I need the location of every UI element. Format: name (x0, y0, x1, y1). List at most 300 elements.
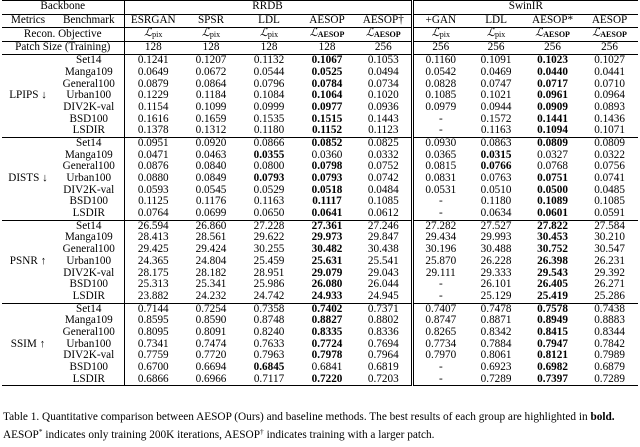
swinir-header: SwinIR (412, 1, 638, 15)
value-cell: 0.7144 (137, 303, 169, 315)
value-cell: 0.8595 (137, 315, 169, 327)
value-cell: 25.313 (137, 279, 169, 291)
value-cell: 0.0951 (137, 137, 169, 149)
value-cell: 28.561 (195, 232, 227, 244)
caption-sup-star: * (38, 426, 43, 436)
value-cell: 0.0809 (594, 137, 625, 149)
value-cell: 27.822 (537, 220, 568, 232)
value-cell: 25.419 (524, 291, 581, 303)
value-cell: 0.7759 (137, 350, 169, 362)
value-cell: 26.594 (137, 220, 169, 232)
benchmark-name: General100 (54, 244, 124, 256)
value-cell: 23.882 (124, 291, 182, 303)
caption-sup-dagger: † (260, 426, 264, 436)
value-cell: 28.175 (137, 267, 169, 279)
value-cell: 0.7947 (537, 338, 568, 350)
value-cell: 0.7220 (298, 374, 356, 386)
value-cell: 0.7117 (240, 374, 298, 386)
value-cell: 0.0909 (537, 101, 568, 113)
value-cell: 0.1229 (137, 90, 169, 102)
table-row (2, 244, 638, 256)
value-cell: 0.1535 (253, 113, 285, 125)
value-cell: 0.0672 (195, 66, 227, 78)
benchmark-name: Manga109 (54, 232, 124, 244)
table-row (2, 114, 638, 126)
value-cell: - (438, 361, 443, 374)
value-cell: 0.0500 (537, 184, 568, 196)
value-cell: 26.101 (480, 279, 512, 291)
benchmark-name: Urban100 (54, 339, 124, 351)
caption-text-c: indicates training with a larger patch. (263, 428, 435, 441)
value-cell: 27.246 (356, 220, 412, 232)
benchmark-name: BSD100 (54, 362, 124, 374)
value-cell: - (412, 208, 468, 220)
value-cell: 30.752 (537, 244, 568, 256)
objective-symbol: ℒ (535, 27, 544, 39)
value-cell: 0.7407 (425, 303, 457, 315)
value-cell: 27.282 (425, 220, 457, 232)
value-cell: 0.1085 (356, 196, 412, 208)
value-cell: 0.6819 (356, 362, 412, 374)
value-cell: 0.1071 (581, 125, 638, 137)
value-cell: 0.0893 (594, 101, 625, 113)
table-row (2, 327, 638, 339)
value-cell: 0.6841 (311, 361, 343, 374)
patch-size-cell: 128 (240, 41, 298, 55)
table-row (2, 339, 638, 351)
metric-label: PSNR ↑ (2, 220, 54, 303)
value-cell: 0.7720 (195, 350, 227, 362)
value-cell: 0.1163 (468, 125, 524, 137)
value-cell: 26.405 (537, 279, 568, 291)
value-cell: 0.0360 (311, 149, 343, 161)
value-cell: 0.0365 (425, 149, 457, 161)
value-cell: 0.7254 (195, 303, 227, 315)
objective-subscript: pix (494, 30, 506, 39)
benchmark-name: DIV2K-val (54, 102, 124, 114)
objective-subscript: pix (267, 30, 279, 39)
value-cell: 0.1180 (480, 196, 512, 208)
value-cell: 0.7978 (311, 350, 343, 362)
value-cell: 25.286 (581, 291, 638, 303)
value-cell: 0.1436 (594, 113, 625, 125)
value-cell: 0.0977 (311, 101, 343, 113)
value-cell: 0.6879 (594, 361, 625, 374)
value-cell: 0.8802 (356, 315, 412, 327)
value-cell: 0.0852 (311, 137, 343, 149)
value-cell: 0.1176 (195, 196, 227, 208)
table-row (2, 374, 638, 386)
value-cell: 0.7578 (537, 303, 568, 315)
table-row (2, 185, 638, 197)
value-cell: 0.0793 (253, 172, 285, 185)
value-cell: 0.7474 (195, 338, 227, 350)
method-header: LDL (468, 14, 524, 28)
value-cell: 0.8949 (537, 315, 568, 327)
value-cell: 26.044 (356, 279, 412, 291)
value-cell: 0.6694 (195, 361, 227, 374)
method-header: AESOP (581, 14, 638, 28)
value-cell: 25.986 (253, 279, 285, 291)
benchmark-name: LSDIR (54, 291, 124, 303)
value-cell: 24.804 (195, 255, 227, 267)
value-cell: 30.196 (425, 244, 457, 256)
table-row (2, 303, 638, 315)
objective-symbol: ℒ (201, 27, 210, 39)
table-row (2, 67, 638, 79)
value-cell: 0.7397 (524, 374, 581, 386)
value-cell: 30.547 (594, 244, 625, 256)
value-cell: 0.7633 (253, 338, 285, 350)
value-cell: 0.1378 (124, 125, 182, 137)
table-caption (3, 411, 637, 442)
table-row (2, 55, 638, 67)
value-cell: 0.0793 (311, 172, 343, 185)
value-cell: 0.0809 (537, 137, 568, 149)
patch-size-cell: 256 (468, 41, 524, 55)
value-cell: 0.0471 (137, 149, 169, 161)
method-header: AESOP* (524, 14, 581, 28)
objective-symbol: ℒ (259, 27, 268, 39)
benchmark-name: General100 (54, 161, 124, 173)
value-cell: 0.1152 (298, 125, 356, 137)
value-cell: 0.0734 (356, 78, 412, 90)
value-cell: 29.434 (425, 232, 457, 244)
value-cell: 0.8415 (537, 326, 568, 338)
benchmark-name: Set14 (54, 55, 124, 67)
value-cell: 24.742 (240, 291, 298, 303)
value-cell: 0.1091 (480, 54, 512, 67)
value-cell: 0.1123 (356, 125, 412, 137)
value-cell: 27.228 (253, 220, 285, 232)
benchmark-name: General100 (54, 78, 124, 90)
benchmark-name: Set14 (54, 303, 124, 315)
value-cell: 25.541 (356, 256, 412, 268)
metrics-label: Metrics (2, 14, 54, 28)
value-cell: 0.0322 (594, 149, 625, 161)
value-cell: 0.8827 (311, 315, 343, 327)
value-cell: 28.951 (253, 267, 285, 279)
value-cell: 0.0545 (195, 184, 227, 196)
value-cell: 0.0591 (581, 208, 638, 220)
objective-cell (240, 28, 298, 42)
value-cell: 0.0542 (425, 66, 457, 78)
value-cell: 0.8871 (480, 315, 512, 327)
table-row (2, 150, 638, 162)
method-header: AESOP (298, 14, 356, 28)
benchmark-name: LSDIR (54, 208, 124, 220)
method-header: LDL (240, 14, 298, 28)
value-cell: 0.8121 (537, 350, 568, 362)
value-cell: 0.1659 (195, 113, 227, 125)
table-row (2, 102, 638, 114)
value-cell: 0.1441 (537, 113, 568, 125)
value-cell: 0.0518 (311, 184, 343, 196)
benchmark-name: Manga109 (54, 315, 124, 327)
value-cell: 25.341 (195, 279, 227, 291)
value-cell: 0.1515 (311, 113, 343, 125)
table-row (2, 220, 638, 232)
objective-symbol: ℒ (431, 27, 440, 39)
value-cell: 27.361 (311, 220, 343, 232)
objective-symbol: ℒ (486, 27, 495, 39)
value-cell: 25.631 (311, 255, 343, 267)
value-cell: 0.7884 (480, 338, 512, 350)
value-cell: 0.1020 (356, 90, 412, 102)
value-cell: 0.0920 (195, 137, 227, 149)
value-cell: 0.0863 (480, 137, 512, 149)
value-cell: 0.1160 (425, 54, 456, 67)
value-cell: 0.0798 (311, 161, 343, 173)
value-cell: 0.1241 (137, 54, 169, 67)
value-cell: 0.1572 (480, 113, 512, 125)
value-cell: 0.7438 (594, 303, 625, 315)
value-cell: 0.1021 (480, 90, 512, 102)
value-cell: 26.231 (594, 255, 625, 267)
caption-aesop-a: AESOP (3, 428, 39, 441)
value-cell: 0.0768 (537, 161, 568, 173)
value-cell: 25.129 (468, 291, 524, 303)
value-cell: 0.0742 (356, 173, 412, 185)
value-cell: 0.0879 (137, 78, 169, 90)
value-cell: 0.0800 (253, 161, 285, 173)
value-cell: 0.0525 (311, 66, 343, 78)
benchmark-name: DIV2K-val (54, 267, 124, 279)
value-cell: 26.080 (311, 279, 343, 291)
value-cell: 27.527 (480, 220, 512, 232)
value-cell: 0.8747 (425, 315, 457, 327)
objective-subscript: pix (209, 30, 221, 39)
value-cell: 0.0784 (311, 78, 343, 90)
value-cell: 0.0463 (195, 149, 227, 161)
method-header: AESOP† (356, 14, 412, 28)
value-cell: - (438, 113, 443, 125)
value-cell: 0.0944 (480, 101, 512, 113)
objective-symbol: ℒ (365, 27, 374, 39)
value-cell: 0.0332 (356, 150, 412, 162)
table-row (2, 362, 638, 374)
value-cell: 25.870 (425, 255, 457, 267)
objective-cell (356, 28, 412, 42)
objective-subscript: AESOP (543, 30, 570, 39)
objective-cell (182, 28, 240, 42)
patch-size-cell: 256 (356, 41, 412, 55)
value-cell: 25.459 (253, 255, 285, 267)
value-cell: 0.8590 (195, 315, 227, 327)
table-row (2, 256, 638, 268)
objective-cell (298, 28, 356, 42)
value-cell: 0.0876 (137, 161, 169, 173)
results-table (2, 0, 638, 386)
value-cell: 28.413 (137, 232, 169, 244)
table-row (2, 125, 638, 137)
objective-subscript: pix (152, 30, 163, 39)
benchmark-name: BSD100 (54, 279, 124, 291)
patch-size-cell: 256 (524, 41, 581, 55)
value-cell: 0.1094 (524, 125, 581, 137)
value-cell: 0.0634 (468, 208, 524, 220)
value-cell: 27.584 (594, 220, 625, 232)
value-cell: 26.860 (195, 220, 227, 232)
objective-cell (524, 28, 581, 42)
value-cell: 0.0999 (253, 101, 285, 113)
value-cell: 0.7970 (425, 350, 457, 362)
value-cell: 0.1132 (253, 54, 285, 67)
benchmark-label: Benchmark (54, 14, 124, 28)
value-cell: 0.1084 (253, 90, 285, 102)
method-header: ESRGAN (124, 14, 182, 28)
value-cell: 0.0828 (425, 78, 457, 90)
value-cell: 0.1184 (195, 90, 227, 102)
method-header: SPSR (182, 14, 240, 28)
value-cell: 0.0840 (195, 161, 227, 173)
value-cell: 0.0764 (124, 208, 182, 220)
value-cell: 0.0601 (524, 208, 581, 220)
table-row (2, 232, 638, 244)
table-row (2, 173, 638, 185)
value-cell: 0.1085 (425, 90, 457, 102)
value-cell: 0.0710 (594, 78, 625, 90)
metric-label: DISTS ↓ (2, 137, 54, 220)
value-cell: 0.1027 (594, 54, 625, 67)
value-cell: 0.1125 (138, 196, 169, 208)
value-cell: 0.1085 (594, 196, 625, 208)
value-cell: 0.0961 (537, 90, 568, 102)
value-cell: - (438, 196, 443, 208)
value-cell: 0.0593 (137, 184, 169, 196)
value-cell: 0.0699 (182, 208, 240, 220)
value-cell: 29.111 (425, 267, 456, 279)
value-cell: 0.0849 (195, 172, 227, 185)
value-cell: 0.0529 (253, 184, 285, 196)
value-cell: - (412, 291, 468, 303)
value-cell: 0.7203 (356, 374, 412, 386)
value-cell: 0.0763 (480, 172, 512, 185)
value-cell: 0.0510 (480, 184, 512, 196)
value-cell: 0.1443 (356, 114, 412, 126)
benchmark-name: Set14 (54, 137, 124, 149)
value-cell: 0.7371 (356, 303, 412, 315)
value-cell: 0.1064 (311, 90, 343, 102)
value-cell: 0.0964 (594, 90, 625, 102)
value-cell: 30.438 (356, 244, 412, 256)
benchmark-name: Manga109 (54, 150, 124, 162)
value-cell: 24.933 (298, 291, 356, 303)
value-cell: 0.0315 (480, 149, 512, 161)
value-cell: 0.1117 (312, 196, 342, 208)
table-row (2, 90, 638, 102)
value-cell: 0.0649 (137, 66, 169, 78)
objective-cell (124, 28, 182, 42)
value-cell: 0.8091 (195, 326, 227, 338)
value-cell: 0.0355 (253, 149, 285, 161)
value-cell: 0.0979 (425, 101, 457, 113)
value-cell: 26.398 (537, 255, 568, 267)
value-cell: 0.1312 (182, 125, 240, 137)
objective-cell (412, 28, 468, 42)
value-cell: 0.6866 (124, 374, 182, 386)
metric-label: LPIPS ↓ (2, 55, 54, 138)
value-cell: 0.0880 (137, 172, 169, 185)
value-cell: 29.424 (195, 244, 227, 256)
patch-size-cell: 128 (124, 41, 182, 55)
value-cell: 0.6923 (480, 361, 512, 374)
value-cell: 29.973 (311, 232, 343, 244)
value-cell: 0.1207 (195, 54, 227, 67)
value-cell: 0.0531 (425, 184, 457, 196)
value-cell: 0.0936 (356, 102, 412, 114)
value-cell: 30.453 (537, 232, 568, 244)
value-cell: 0.1023 (537, 54, 568, 67)
objective-subscript: pix (439, 30, 450, 39)
value-cell: 30.488 (480, 244, 512, 256)
value-cell: 29.543 (537, 267, 568, 279)
value-cell: 30.482 (311, 244, 343, 256)
value-cell: 24.232 (182, 291, 240, 303)
value-cell: 0.0756 (594, 161, 625, 173)
value-cell: 0.0766 (480, 161, 512, 173)
objective-symbol: ℒ (592, 27, 601, 39)
value-cell: 0.0494 (356, 67, 412, 79)
table-row (2, 78, 638, 90)
objective-subscript: AESOP (373, 30, 401, 39)
benchmark-name: Urban100 (54, 173, 124, 185)
value-cell: 29.079 (311, 267, 343, 279)
value-cell: 0.1163 (253, 196, 285, 208)
objective-subscript: AESOP (317, 30, 345, 39)
value-cell: 0.7289 (468, 374, 524, 386)
value-cell: 29.622 (253, 232, 285, 244)
table-row (2, 267, 638, 279)
value-cell: 0.7289 (581, 374, 638, 386)
benchmark-name: LSDIR (54, 125, 124, 137)
value-cell: 0.0741 (594, 172, 625, 185)
value-cell: 29.993 (480, 232, 512, 244)
patch-label: Patch Size (Training) (2, 41, 124, 55)
value-cell: 0.7724 (311, 338, 343, 350)
value-cell: 0.7842 (594, 338, 625, 350)
rrdb-header: RRDB (124, 1, 412, 15)
patch-size-cell: 256 (412, 41, 468, 55)
value-cell: - (412, 125, 468, 137)
value-cell: 0.0831 (425, 172, 457, 185)
value-cell: 0.1089 (537, 196, 568, 208)
value-cell: 0.0327 (537, 149, 568, 161)
value-cell: 29.043 (356, 267, 412, 279)
benchmark-name: Urban100 (54, 90, 124, 102)
value-cell: 0.7478 (480, 303, 512, 315)
benchmark-name: BSD100 (54, 196, 124, 208)
value-cell: 0.0825 (356, 137, 412, 149)
value-cell: 0.8335 (311, 326, 343, 338)
value-cell: 26.228 (480, 255, 512, 267)
value-cell: 0.0641 (298, 208, 356, 220)
table-row (2, 291, 638, 303)
value-cell: 0.1099 (195, 101, 227, 113)
table-row (2, 279, 638, 291)
caption-bold: bold. (590, 411, 615, 423)
value-cell: 0.0469 (480, 66, 512, 78)
value-cell: 26.271 (594, 279, 625, 291)
table-row (2, 208, 638, 220)
benchmark-name: DIV2K-val (54, 185, 124, 197)
table-row (2, 350, 638, 362)
value-cell: 0.7964 (356, 350, 412, 362)
value-cell: 0.0796 (253, 78, 285, 90)
benchmark-name: Urban100 (54, 256, 124, 268)
value-cell: 0.1180 (240, 125, 298, 137)
value-cell: 0.8095 (137, 326, 169, 338)
